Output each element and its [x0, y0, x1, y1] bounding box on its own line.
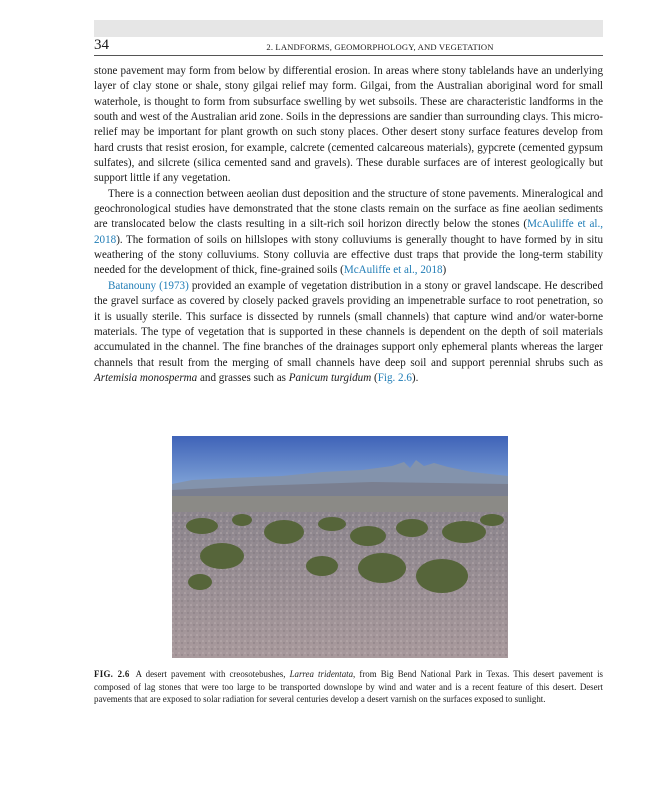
paragraph-2 [94, 187, 603, 279]
shrub [186, 518, 218, 534]
running-head: 2. LANDFORMS, GEOMORPHOLOGY, AND VEGETATION [266, 42, 494, 52]
header-bar [94, 20, 603, 37]
shrub [264, 520, 304, 544]
citation-link-batanouny[interactable]: Batanouny (1973) [108, 279, 189, 292]
body-text [94, 64, 603, 386]
shrub [188, 574, 212, 590]
shrub [232, 514, 252, 526]
paragraph-3-text-1: provided an example of vegetation distribution in a stony or gravel landscape. He described the gravel surface as covered by closely packed gravels providing an impenetrable surface to root penetration, so it is usually sterile. This surface is dissected by runnels (small channels) that capture wind and/or water-borne materials. The type of vegetation that is supported in these channels is dependent on the depth of soil materials accumulated in the channel. The fine branches of the drainages support only ephemeral plants whereas the larger channels that result from the merging of small channels have deep soil and support perennial shrubs such as [94, 279, 603, 369]
page-number: 34 [94, 37, 109, 53]
paragraph-3-text-4: ). [411, 371, 419, 384]
species-panicum: Panicum turgidum [288, 371, 372, 384]
shrub [358, 553, 406, 583]
caption-text-2: , from Big Bend National Park in Texas. This desert pavement is composed of lag stones that were too large to be transported downslope by wind and water and is a recent feature of this desert. Desert pavements that are exposed to solar radiation for several centuries develop a desert varnish on the surfaces exposed to sunlight. [94, 669, 603, 704]
plain [172, 496, 508, 514]
desert-pavement-photo [172, 436, 508, 658]
shrub [442, 521, 486, 543]
figure-label: FIG. 2.6 [94, 669, 130, 679]
shrub [306, 556, 338, 576]
caption-text-1: A desert pavement with creosotebushes, [135, 669, 290, 679]
shrub [416, 559, 468, 593]
paragraph-1: stone pavement may form from below by differential erosion. In areas where stony tablelands have an underlying layer of clay stone or shale, stony gilgai relief may form. Gilgai, from the Australian aboriginal word for small waterhole, is thought to form from subsurface swelling by wet subsoils. These are characteristic landforms in the south and west of the Australian arid zone. Soils in the depressions are sandier than surrounding clays. This micro-relief may be important for plant growth on such stony places. Other desert stony surface features develop from hard crusts that resist erosion, for example, calcrete (cemented calcareous materials), gypcrete (cemented gypsum sulfates), and silcrete (silica cemented sand and gravels). These durable surfaces are of interest geologically but support little if any vegetation. [94, 65, 603, 185]
shrub [480, 514, 504, 526]
figure-caption [94, 668, 603, 706]
paragraph-3-text-3: ( [371, 371, 378, 384]
paragraph-3 [94, 279, 603, 386]
species-artemisia: Artemisia monosperma [94, 371, 198, 384]
shrub [318, 517, 346, 531]
paragraph-2-text-3: ) [442, 264, 447, 277]
citation-link-mcauliffe-2[interactable]: McAuliffe et al., 2018 [343, 264, 443, 277]
citation-link-mcauliffe-1[interactable]: McAuliffe et al., 2018 [94, 218, 603, 246]
shrub [350, 526, 386, 546]
shrub [200, 543, 244, 569]
paragraph-2-text-1: There is a connection between aeolian dust deposition and the structure of stone pavements. Mineralogical and geochronological studies have demonstrated that the stone clasts remain on the surface as fine aeolian sediments are translocated below the clasts resulting in a silt-rich soil horizon directly below the stones ( [94, 187, 603, 231]
shrub [396, 519, 428, 537]
figure-photo [172, 436, 508, 658]
figure-link[interactable]: Fig. 2.6 [377, 371, 412, 384]
paragraph-2-text-2: ). The formation of soils on hillslopes with stony colluviums is generally thought to have formed by in situ weathering of the stony colluviums. Stony colluvia are effective dust traps that provide the long-term stability needed for the development of thick, fine-grained soils ( [94, 233, 603, 277]
caption-species: Larrea tridentata [289, 669, 354, 679]
paragraph-3-text-2: and grasses such as [197, 371, 289, 384]
header-rule [94, 55, 603, 56]
